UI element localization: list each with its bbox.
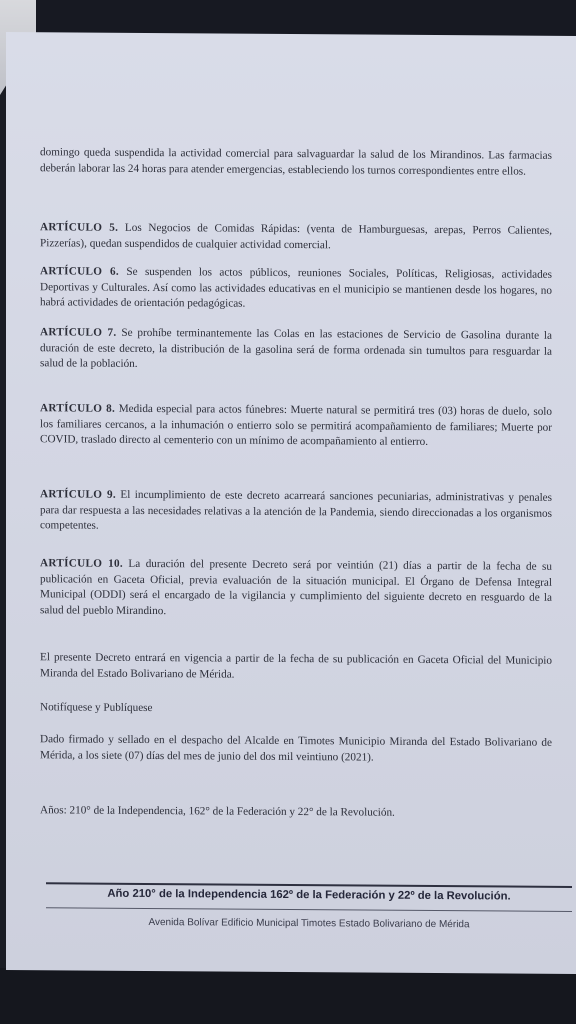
article-text: El incumplimiento de este decreto acarreará sanciones pecuniarias, administrativas y penales para dar respuesta a las necesidades relativas a la atención de la Pandemia, siendo direccionadas a los organismos competentes. [40,488,552,532]
paragraph-text: Años: 210° de la Independencia, 162° de la Federación y 22° de la Revolución. [40,804,395,819]
paragraph-notifiquese [40,700,552,719]
background-bottom [0,968,576,1024]
paragraph-anos [40,803,552,822]
article-8 [40,401,552,451]
article-heading: ARTÍCULO 8. [40,402,116,415]
article-5 [40,220,552,255]
article-6 [40,264,552,314]
article-text: La duración del presente Decreto será por veintiún (21) días a partir de la fecha de su publicación en Gaceta Oficial, previa evaluación de la situación municipal. El Órgano de Defensa Integral Municipal (ODDI) será el encargado de la vigilancia y cumplimiento del siguiente decreto en resguardo de la salud del pueblo Mirandino. [40,557,552,617]
paragraph-vigencia [40,650,552,685]
article-heading: ARTÍCULO 6. [40,265,119,278]
article-heading: ARTÍCULO 7. [40,326,117,339]
document-page [6,32,576,974]
article-7 [40,325,552,375]
paragraph-dado [40,732,552,767]
paragraph-text: El presente Decreto entrará en vigencia a partir de la fecha de su publicación en Gaceta Oficial del Municipio Miranda del Estado Bolivariano de Mérida. [40,651,552,681]
article-heading: ARTÍCULO 10. [40,557,123,570]
paragraph-text: Notifíquese y Publíquese [40,701,153,715]
paragraph-text: Dado firmado y sellado en el despacho del Alcalde en Timotes Municipio Miranda del Estado Bolivariano de Mérida, a los siete (07) días del mes de junio del dos mil veintiuno (2021). [40,733,552,764]
article-9 [40,487,552,537]
footer-bottom-rule [46,907,572,912]
footer-address: Avenida Bolívar Edificio Municipal Timotes Estado Bolivariano de Mérida [148,917,470,931]
paragraph-intro [40,145,552,180]
article-text: Medida especial para actos fúnebres: Muerte natural se permitirá tres (03) horas de duelo, solo los familiares cercanos, a la inhumación o entierro solo se permitirá acompañamiento de familiares; Muerte por COVID, traslado directo al cementerio con un mínimo de acompañamiento al entierro. [40,402,553,448]
paragraph-text: domingo queda suspendida la actividad comercial para salvaguardar la salud de los Mirandinos. Las farmacias deberán laborar las 24 horas para atender emergencias, estableciendo los turnos correspondientes entre ellos. [40,146,552,178]
article-10 [40,556,552,622]
article-heading: ARTÍCULO 5. [40,221,119,234]
article-text: Los Negocios de Comidas Rápidas: (venta de Hamburguesas, arepas, Perros Calientes, Pizzerías), quedan suspendidos de cualquier actividad comercial. [40,221,553,251]
article-text: Se suspenden los actos públicos, reuniones Sociales, Políticas, Religiosas, actividades Deportivas y Culturales. Así como las actividades educativas en el municipio se mantienen desde los hogares, no habrá actividades de orientación pedagógicas. [40,265,552,310]
footer-motto: Año 210° de la Independencia 162º de la Federación y 22º de la Revolución. [107,887,511,903]
article-heading: ARTÍCULO 9. [40,488,117,501]
article-text: Se prohíbe terminantemente las Colas en las estaciones de Servicio de Gasolina durante la duración de este decreto, la distribución de la gasolina será de forma ordenada sin tumultos para resguardar la salud de la población. [40,326,553,370]
